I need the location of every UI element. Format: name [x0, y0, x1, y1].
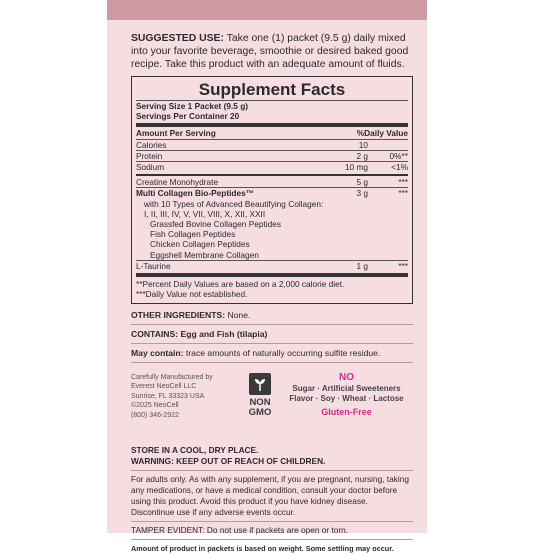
collagen-source: Eggshell Membrane Collagen — [150, 249, 259, 260]
tamper-text: TAMPER EVIDENT: Do not use if packets are open or torn. — [131, 525, 349, 536]
storage-text: STORE IN A COOL, DRY PLACE. — [131, 445, 259, 456]
row-name: Calories — [136, 139, 167, 150]
contains-label: CONTAINS: — [131, 329, 179, 340]
collagen-source: Grassfed Bovine Collagen Peptides — [150, 219, 281, 230]
row-name: Protein — [136, 150, 163, 161]
facts-title: Supplement Facts — [198, 80, 346, 99]
non-gmo-logo — [240, 373, 280, 431]
row-dv: 0%** — [389, 150, 408, 161]
row-name: Multi Collagen Bio-Peptides™ — [136, 188, 255, 199]
top-band — [107, 0, 427, 20]
manufacturer-section — [131, 373, 413, 431]
row-amount: 10 — [358, 139, 368, 150]
address-line: Everest NeoCell LLC — [131, 383, 197, 391]
leaf-icon — [249, 373, 271, 395]
free-from-line: Sugar · Artificial Sweeteners — [292, 383, 401, 393]
address-line: Carefully Manufactured by — [131, 374, 213, 382]
serving-size: Serving Size 1 Packet (9.5 g) — [136, 101, 249, 111]
footnote-dv: **Percent Daily Values are based on a 2,000 calorie diet. — [136, 279, 345, 290]
facts-row — [136, 162, 408, 172]
row-dv: <1% — [391, 162, 408, 173]
suggested-use-text: Take one (1) packet (9.5 g) daily mixed into your favorite beverage, smoothie or desired baked good recipe. Take this product with an adequate amount of fluids. — [131, 33, 409, 70]
may-contain-text: trace amounts of naturally occurring sulfite residue. — [183, 348, 381, 359]
contains-text: Egg and Fish (tilapia) — [178, 329, 268, 340]
collagen-source: Fish Collagen Peptides — [150, 229, 236, 240]
row-amount: 10 mg — [344, 162, 368, 173]
other-ingredients-label: OTHER INGREDIENTS: — [131, 310, 226, 321]
facts-row — [136, 188, 408, 198]
address-line: ©2025 NeoCell — [131, 402, 179, 410]
collagen-types: I, II, III, IV, V, VII, VIII, X, XII, XXII — [144, 208, 266, 219]
facts-header-row — [136, 128, 408, 138]
row-dv: *** — [398, 188, 408, 199]
row-dv: *** — [398, 260, 408, 271]
collagen-intro: with 10 Types of Advanced Beautifying Collagen: — [144, 198, 324, 209]
gluten-free-text: Gluten-Free — [321, 406, 372, 417]
free-from-box — [280, 373, 413, 431]
supplement-facts-box — [131, 76, 413, 304]
contains — [131, 328, 413, 340]
row-amount: 2 g — [356, 150, 368, 161]
adults-only-text: For adults only. As with any supplement, if you are pregnant, nursing, taking any medications, or have a medical condition, consult your doctor before using this product. Avoid this product if you have kidney disease. Discontinue use if any adverse events occur. — [131, 474, 409, 518]
other-ingredients-text: None. — [225, 310, 251, 321]
manufacturer-address — [131, 373, 233, 431]
facts-row — [136, 177, 408, 187]
row-name: Sodium — [136, 162, 165, 173]
label-panel — [107, 0, 427, 554]
warning-text: WARNING: KEEP OUT OF REACH OF CHILDREN. — [131, 456, 326, 467]
row-amount: 5 g — [356, 177, 368, 188]
row-name: Creatine Monohydrate — [136, 177, 219, 188]
facts-row — [136, 151, 408, 161]
non-gmo-text: GMO — [248, 407, 272, 419]
address-line: Sunrise, FL 33323 USA — [131, 392, 205, 400]
no-heading: NO — [339, 372, 354, 384]
row-amount: 3 g — [356, 188, 368, 199]
servings-per-container: Servings Per Container 20 — [136, 111, 240, 122]
other-ingredients — [131, 309, 413, 321]
suggested-use — [131, 32, 413, 71]
suggested-use-label: SUGGESTED USE: — [131, 33, 224, 44]
may-contain-label: May contain: — [131, 348, 184, 359]
row-name: L-Taurine — [136, 260, 171, 271]
non-gmo-text: NON — [249, 397, 271, 409]
row-amount: 1 g — [356, 260, 368, 271]
free-from-line: Flavor · Soy · Wheat · Lactose — [289, 394, 404, 404]
amount-header: Amount Per Serving — [136, 128, 216, 139]
row-dv: *** — [398, 177, 408, 188]
may-contain — [131, 347, 413, 359]
collagen-source: Chicken Collagen Peptides — [150, 239, 250, 250]
facts-row — [136, 261, 408, 271]
dv-header: %Daily Value — [356, 128, 408, 139]
weight-note: Amount of product in packets is based on weight. Some settling may occur. — [131, 544, 394, 554]
footnote-not-established: ***Daily Value not established. — [136, 289, 248, 300]
facts-row — [136, 140, 408, 150]
label-content — [131, 32, 413, 554]
address-line: (800) 346-2922 — [131, 411, 179, 419]
